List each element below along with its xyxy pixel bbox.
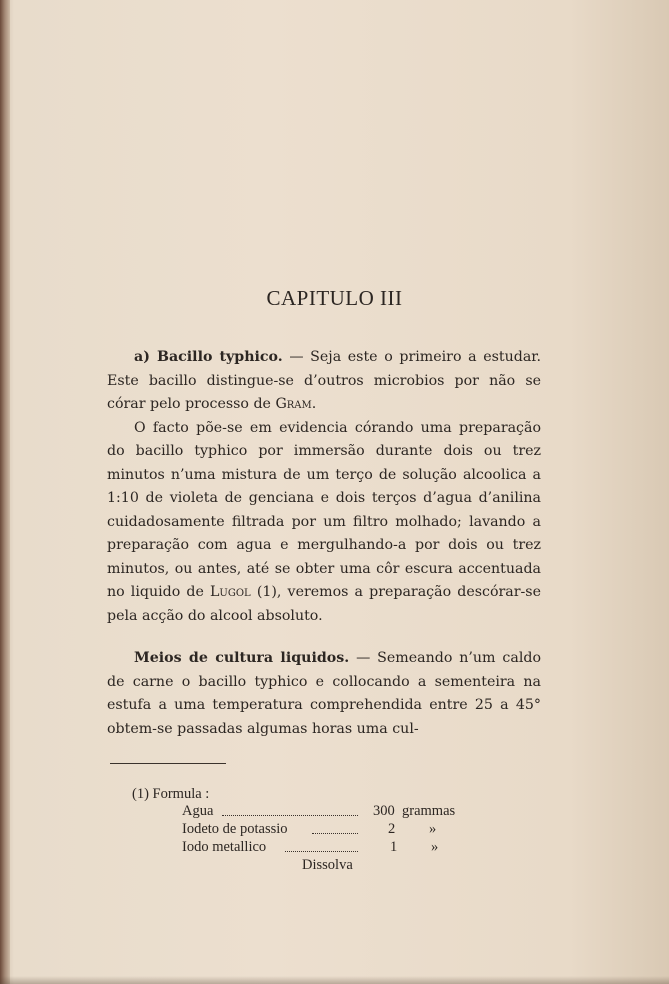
formula-unit: grammas [402, 803, 456, 819]
page-bottom-edge [0, 976, 669, 984]
paragraph-text: — Seja este o primeiro a estudar. Este bacillo distingue-se d’outros microbios por não se córar pelo processo de [107, 349, 542, 412]
formula-unit: » [429, 821, 437, 837]
body-text [107, 346, 541, 741]
proper-name-lugol: Lugol [210, 584, 251, 600]
formula-quantity: 1 [390, 839, 398, 855]
formula-quantity: 2 [388, 821, 396, 837]
dot-leader [312, 833, 358, 834]
formula-item: Iodo metallico [182, 839, 267, 855]
paragraph-meios-cultura [107, 647, 541, 741]
paragraph-heading: a) Bacillo typhico. [134, 349, 283, 365]
dot-leader [285, 851, 358, 852]
formula-instruction: Dissolva [302, 857, 353, 873]
paragraph-text-end: (1), veremos a preparação descórar-se pela acção do alcool absoluto. [107, 584, 541, 624]
paragraph-coloracao [107, 417, 541, 629]
formula-item: Iodeto de potassio [182, 821, 288, 837]
footnote-separator [110, 763, 226, 764]
chapter-title: CAPITULO III [266, 286, 403, 310]
formula-item: Agua [182, 803, 214, 819]
paragraph-text: — Semeando n’um caldo de carne o bacillo typhico e collocando a sementeira na estufa a uma temperatura comprehendida entre 25 a 45° obtem-se passadas algumas horas uma cul- [107, 650, 541, 737]
formula-unit: » [431, 839, 439, 855]
dot-leader [222, 815, 358, 816]
paragraph-bacillo-typhico [107, 346, 541, 417]
page-binding-edge [0, 0, 10, 984]
paragraph-text-end: . [311, 396, 317, 412]
footnote-label: (1) Formula : [132, 786, 210, 802]
proper-name-gram: Gram [275, 396, 312, 412]
paragraph-heading: Meios de cultura liquidos. [134, 650, 350, 666]
formula-quantity: 300 [373, 803, 395, 819]
paragraph-text: O facto põe-se em evidencia córando uma preparação do bacillo typhico por immersão durante dois ou trez minutos n’uma mistura de um terço de solução alcoolica a 1:10 de violeta de genciana e dois terços d’agua d’anilina cuidadosamente filtrada por um filtro molhado; lavando a preparação com agua e mergulhando-a por dois ou trez minutos, ou antes, até se obter uma côr escura accentuada no liquido de [107, 419, 541, 600]
